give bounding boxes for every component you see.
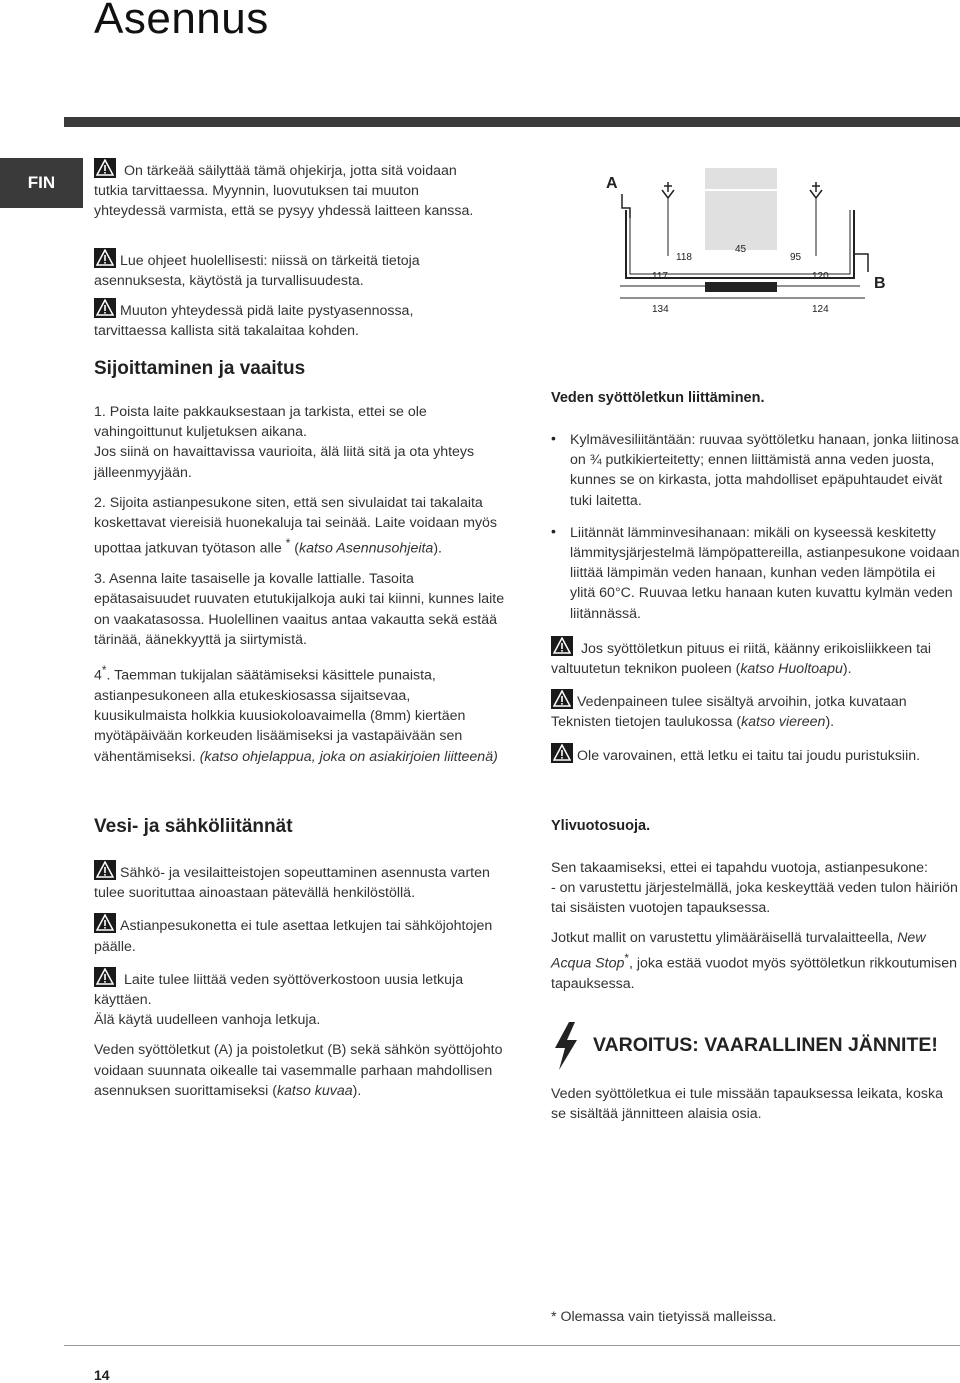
header-rule: [64, 117, 960, 127]
section-heading-supply: Veden syöttöletkun liittäminen.: [551, 390, 765, 406]
electrical-warning-3b: Älä käytä uudelleen vanhoja letkuja.: [94, 1012, 321, 1029]
installation-diagram: [590, 160, 900, 325]
step-3: 3. Asenna laite tasaiselle ja kovalle lattialle. Tasoita epätasaisuudet ruuvaten etutukijalkoja auki tai kiinni, kunnes laite on vaakatasossa. Huolellinen vaaitus antaa vakautta sekä estää tärinää, äänekkyyttä ja siirtymistä.: [94, 571, 505, 648]
warning-icon: [94, 860, 116, 880]
dim-120: 120: [812, 271, 829, 282]
step-1: 1. Poista laite pakkauksestaan ja tarkista, ettei se ole vahingoittunut kuljetuksen aikana.: [94, 404, 427, 441]
electrical-warning-1: Sähkö- ja vesilaitteistojen sopeuttaminen asennusta varten tulee suorituttaa ainoastaan pätevällä henkilöstöllä.: [94, 860, 506, 903]
intro-warning-3: Muuton yhteydessä pidä laite pystyasennossa, tarvittaessa kallista sitä takalaitaa kohden.: [94, 298, 474, 341]
lightning-icon: [551, 1022, 581, 1070]
bullet-icon: •: [551, 430, 556, 446]
warning-icon: [94, 298, 116, 318]
supply-section: [551, 430, 960, 766]
supply-warning-1: Jos syöttöletkun pituus ei riitä, käänny erikoisliikkeen tai valtuutetun teknikon puoleen (katso Huoltoapu).: [551, 636, 960, 679]
hose-direction-text: Veden syöttöletkut (A) ja poistoletkut (B) sekä sähkön syöttöjohto voidaan suunnata oikealle tai vasemmalle parhaan mahdollisen asennuksen suorittamiseksi (katso kuvaa).: [94, 1042, 503, 1099]
footnote: * Olemassa vain tietyissä malleissa.: [551, 1309, 777, 1325]
step-2: 2. Sijoita astianpesukone siten, että sen sivulaidat tai takalaita koskettavat viereisiä huonekaluja tai seinää. Laite voidaan myös upottaa jatkuvan työtason alle * (katso Asennusohjeita).: [94, 494, 498, 557]
dim-95: 95: [790, 252, 802, 263]
section-heading-placement: Sijoittaminen ja vaaitus: [94, 358, 306, 379]
overflow-p2: - on varustettu järjestelmällä, joka keskeyttää veden tulon häiriön tai sisäisten vuotojen tapauksessa.: [551, 880, 958, 917]
electrical-warning-2: Astianpesukonetta ei tule asettaa letkujen tai sähköjohtojen päälle.: [94, 913, 506, 956]
intro-warning-2: Lue ohjeet huolellisesti: niissä on tärkeitä tietoja asennuksesta, käytöstä ja turvallisuudesta.: [94, 248, 474, 291]
intro-warning-1: On tärkeää säilyttää tämä ohjekirja, jotta sitä voidaan tutkia tarvittaessa. Myynnin, luovutuksen tai muuton yhteydessä varmista, että se pysyy yhdessä laitteen kanssa.: [94, 158, 474, 222]
dim-45: 45: [735, 244, 747, 255]
electrical-warning-3: Laite tulee liittää veden syöttöverkostoon uusia letkuja käyttäen.: [94, 967, 506, 1010]
placement-section: [94, 402, 506, 767]
warning-icon: [551, 636, 573, 656]
supply-warning-3: Ole varovainen, että letku ei taitu tai joudu puristuksiin.: [551, 743, 960, 766]
electrical-section: [94, 860, 506, 1101]
page-title: Asennus: [94, 0, 269, 43]
warning-icon: [551, 743, 573, 763]
section-heading-overflow: Ylivuotosuoja.: [551, 818, 651, 834]
page-number: 14: [94, 1367, 110, 1383]
section-heading-electrical: Vesi- ja sähköliitännät: [94, 816, 293, 837]
supply-warning-2: Vedenpaineen tulee sisältyä arvoihin, jotka kuvataan Teknisten tietojen taulukossa (katso viereen).: [551, 689, 960, 732]
step-4: 4*. Taemman tukijalan säätämiseksi käsittele punaista, astianpesukoneen alla etukeskiosassa sijaitsevaa, kuusikulmaista holkkia kuusiokoloavaimella (8mm) kiertäen myötäpäivään korkeuden lisäämiseksi ja vastapäivään sen vähentämiseksi. (katso ohjelappua, joka on asiakirjoien liitteenä): [94, 662, 498, 765]
dim-134: 134: [652, 304, 669, 315]
supply-bullet-2: • Liitännät lämminvesihanaan: mikäli on kyseessä keskitetty lämmitysjärjestelmä lämpöpattereilla, astianpesukone voidaan liittää lämpimän veden hanaan, kunhan veden lämpötila ei ylitä 60°C. Ruuvaa letku hanaan kuten kuvattu kylmän veden liitännässä.: [551, 522, 960, 622]
language-tab: FIN: [0, 158, 83, 208]
overflow-p3: Jotkut mallit on varustettu ylimääräisellä turvalaitteella, New Acqua Stop*, joka estää vuodot myös syöttöletkun rikkoutumisen tapauksessa.: [551, 929, 958, 992]
overflow-section: [551, 858, 960, 994]
voltage-section: [551, 1084, 960, 1124]
dim-117: 117: [652, 271, 668, 282]
warning-icon: [551, 689, 573, 709]
step-1-note: Jos siinä on havaittavissa vaurioita, älä liitä sitä ja ota yhteys jälleenmyyjään.: [94, 444, 475, 481]
footer-rule: [64, 1345, 960, 1346]
overflow-p1: Sen takaamiseksi, ettei ei tapahdu vuotoja, astianpesukone:: [551, 860, 929, 876]
warning-icon: [94, 248, 116, 268]
bullet-icon: •: [551, 522, 556, 539]
warning-icon: [94, 967, 116, 987]
dim-124: 124: [812, 304, 829, 315]
warning-icon: [94, 158, 116, 178]
warning-icon: [94, 913, 116, 933]
voltage-warning-heading: VAROITUS: VAARALLINEN JÄNNITE!: [593, 1034, 938, 1056]
dim-118: 118: [676, 252, 692, 263]
diagram-label-a: A: [606, 175, 618, 192]
voltage-text: Veden syöttöletkua ei tule missään tapauksessa leikata, koska se sisältää jännitteen alaisia osia.: [551, 1086, 943, 1123]
supply-bullet-1: • Kylmävesiliitäntään: ruuvaa syöttöletku hanaan, jonka liitinosa on ¾ putkikierteitetty; ennen liittämistä anna veden juosta, kunnes se on kirkasta, jotta mahdolliset epäpuhtaudet eivät tuki laitetta.: [551, 430, 959, 509]
diagram-label-b: B: [874, 275, 886, 292]
